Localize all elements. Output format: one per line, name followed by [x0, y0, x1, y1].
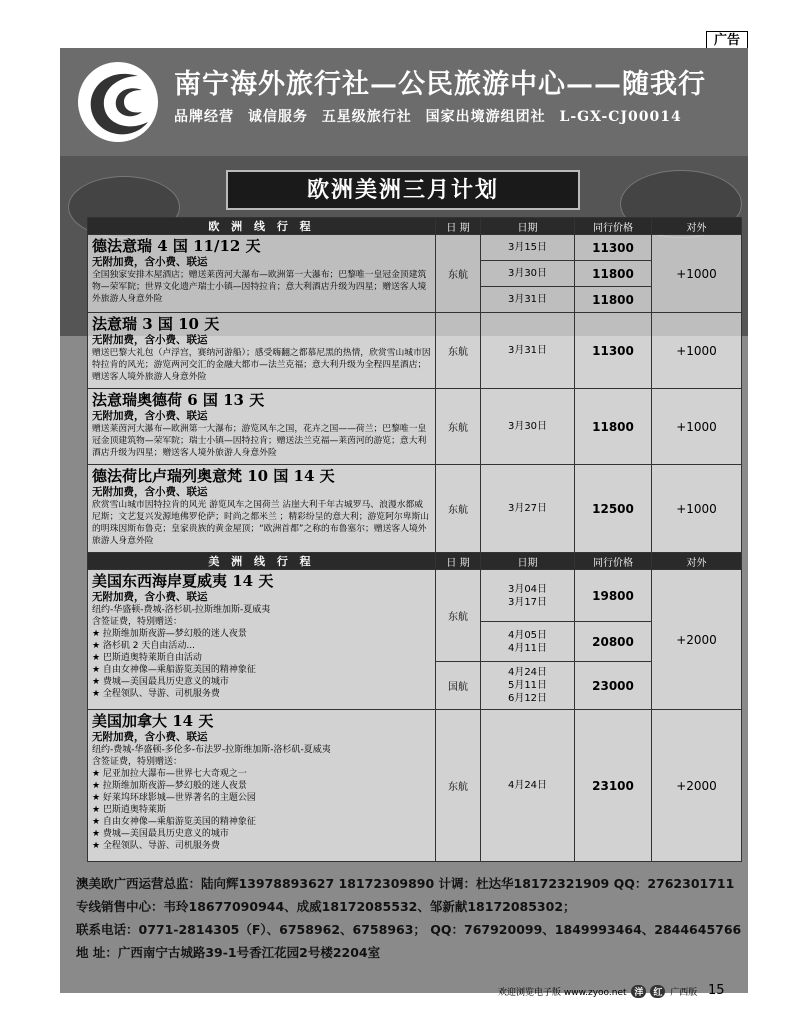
america-section-title: 美 洲 线 行 程 [88, 553, 436, 570]
external-price: +2000 [652, 710, 742, 862]
airline: 东航 [436, 389, 481, 465]
america-header-row [88, 553, 742, 570]
col-date: 日期 [481, 218, 575, 235]
route-title: 法意瑞 3 国 10 天 [92, 315, 220, 333]
route-description: 赠送莱茵河大瀑布—欧洲第一大瀑布；游览风车之国，花卉之国——荷兰；巴黎唯一皇冠金顶建筑物—荣军院；瑞士小镇—因特拉肯；赠送法兰克福—莱茵河的游览；意大利酒店升级为四星；赠送客人境外旅游人身意外险 [92, 424, 427, 458]
date: 3月30日 [481, 389, 575, 465]
route-title: 美国加拿大 14 天 [92, 712, 214, 730]
route-subtitle: 无附加费，含小费、联运 [92, 731, 208, 743]
col-price: 同行价格 [575, 218, 652, 235]
airline: 东航 [436, 235, 481, 313]
gift-heading: 含签证费，特别赠送： [92, 617, 183, 627]
highlight-item: ★ 尼亚加拉大瀑布—世界七大奇观之一 [92, 769, 247, 779]
airline: 国航 [436, 662, 481, 710]
airline: 东航 [436, 465, 481, 553]
contact-line-phone: 联系电话：0771-2814305（F）、6758962、6758963； QQ：767920099、1849993464、2844645766 [76, 922, 742, 937]
bottom-bar [498, 985, 697, 998]
date: 3月17日 [507, 596, 548, 608]
route-subtitle: 无附加费，含小费、联运 [92, 486, 208, 498]
col-price: 同行价格 [575, 553, 652, 570]
plan-title: 欧洲美洲三月计划 [226, 170, 580, 210]
route-cell [88, 710, 436, 862]
route-subtitle: 无附加费，含小费、联运 [92, 256, 208, 268]
date: 3月27日 [481, 465, 575, 553]
highlight-item: ★ 全程领队、导游、司机服务费 [92, 689, 220, 699]
col-airline: 日 期 [436, 553, 481, 570]
airline: 东航 [436, 710, 481, 862]
external-price: +1000 [652, 235, 742, 313]
col-date: 日期 [481, 553, 575, 570]
highlight-item: ★ 费城—美国最具历史意义的城市 [92, 829, 229, 839]
price: 11300 [575, 313, 652, 389]
price: 11800 [575, 261, 652, 287]
agency-logo-icon [76, 60, 160, 144]
contact-line-sales: 专线销售中心：韦玲18677090944、成威18172085532、邹新献18172085302； [76, 899, 576, 914]
itinerary-table [87, 217, 742, 862]
table-row [88, 570, 742, 622]
date: 3月31日 [481, 287, 575, 313]
route-itinerary: 纽约-华盛顿-费城-洛杉矶-拉斯维加斯-夏威夷 [92, 605, 271, 615]
page-number: 15 [708, 983, 725, 998]
ad-tag: 广告 [706, 31, 748, 51]
europe-header-row [88, 218, 742, 235]
europe-section-title: 欧 洲 线 行 程 [88, 218, 436, 235]
date: 4月24日 [507, 667, 548, 678]
header [60, 48, 748, 156]
col-external: 对外 [652, 218, 742, 235]
highlight-item: ★ 巴斯逍奥特莱斯 [92, 805, 166, 815]
contact-line-address: 地 址：广西南宁古城路39-1号香江花园2号楼2204室 [76, 945, 381, 960]
route-subtitle: 无附加费，含小费、联运 [92, 334, 208, 346]
route-title: 法意瑞奥德荷 6 国 13 天 [92, 391, 265, 409]
highlight-item: ★ 洛杉矶 2 天自由活动... [92, 641, 195, 651]
date: 3月30日 [481, 261, 575, 287]
price: 11300 [575, 235, 652, 261]
price: 23000 [575, 662, 652, 710]
external-price: +1000 [652, 313, 742, 389]
date-group [481, 622, 575, 662]
date: 4月11日 [507, 642, 548, 654]
date: 6月12日 [507, 693, 548, 704]
route-cell [88, 465, 436, 553]
route-description: 赠送巴黎大礼包（卢浮宫，赛纳河游船）；感受嗨翻之都慕尼黑的热情，欣赏雪山城市因特拉肯的风光；游览两河交汇的金融大都市—法兰克福；意大利升级为全程四星酒店；赠送客人境外旅游人身意外险 [92, 348, 431, 382]
highlight-item: ★ 拉斯维加斯夜游—梦幻般的迷人夜景 [92, 629, 247, 639]
date: 3月31日 [481, 313, 575, 389]
col-external: 对外 [652, 553, 742, 570]
route-title: 德法荷比卢瑞列奥意梵 10 国 14 天 [92, 467, 335, 485]
route-description: 全国独家安排木屋酒店；赠送莱茵河大瀑布—欧洲第一大瀑布；巴黎唯一皇冠金顶建筑物—荣军院；世界文化遗产瑞士小镇—因特拉肯；意大利酒店升级为四星；赠送客人境外旅游人身意外险 [92, 270, 427, 304]
table-row [88, 465, 742, 553]
highlight-item: ★ 好莱坞环球影城—世界著名的主题公园 [92, 793, 256, 803]
table-row [88, 313, 742, 389]
route-subtitle: 无附加费，含小费、联运 [92, 591, 208, 603]
route-title: 德法意瑞 4 国 11/12 天 [92, 237, 261, 255]
highlight-item: ★ 自由女神像—乘船游览美国的精神象征 [92, 665, 256, 675]
price: 11800 [575, 389, 652, 465]
table-row [88, 710, 742, 862]
price: 23100 [575, 710, 652, 862]
airline: 东航 [436, 570, 481, 662]
contact-footer [76, 872, 756, 964]
brand-badge-1: 洋 [631, 985, 646, 998]
highlight-item: ★ 费城—美国最具历史意义的城市 [92, 677, 229, 687]
price: 20800 [575, 622, 652, 662]
date: 3月04日 [507, 583, 548, 595]
route-subtitle: 无附加费，含小费、联运 [92, 410, 208, 422]
highlight-item: ★ 自由女神像—乘船游览美国的精神象征 [92, 817, 256, 827]
highlight-item: ★ 拉斯维加斯夜游—梦幻般的迷人夜景 [92, 781, 247, 791]
price: 19800 [575, 570, 652, 622]
edition-label: 广西版 [670, 988, 698, 998]
route-cell [88, 570, 436, 710]
route-itinerary: 纽约-费城-华盛顿-多伦多-布法罗-拉斯维加斯-洛杉矶-夏威夷 [92, 745, 331, 755]
website-text: 欢迎浏览电子版 www.zyoo.net [498, 988, 627, 998]
agency-title: 南宁海外旅行社—公民旅游中心——随我行 [174, 69, 706, 100]
route-title: 美国东西海岸夏威夷 14 天 [92, 572, 274, 590]
external-price: +1000 [652, 465, 742, 553]
route-cell [88, 389, 436, 465]
contact-line-director: 澳美欧广西运营总监：陆向辉13978893627 18172309890 计调：杜达华18172321909 QQ：2762301711 [76, 876, 735, 891]
airline: 东航 [436, 313, 481, 389]
table-row [88, 389, 742, 465]
col-airline: 日 期 [436, 218, 481, 235]
gift-heading: 含签证费，特别赠送： [92, 757, 183, 767]
table-row [88, 235, 742, 261]
date-group [481, 662, 575, 710]
price: 12500 [575, 465, 652, 553]
date: 5月11日 [507, 680, 548, 691]
highlight-item: ★ 全程领队、导游、司机服务费 [92, 841, 220, 851]
date: 4月24日 [481, 710, 575, 862]
highlight-item: ★ 巴斯逍奥特莱斯自由活动 [92, 653, 202, 663]
route-cell [88, 235, 436, 313]
route-description: 欣赏雪山城市因特拉肯的风光 游览风车之国荷兰 沾崖大利千年古城罗马、浪漫水都威尼斯；文艺复兴发源地佛罗伦萨；时尚之都米兰 ；精彩纷呈的意大利；游览阿尔卑斯山的明珠因斯布鲁克；皇家贵族的黄金屋顶；“欧洲首都”之称的布鲁塞尔；赠送客人境外旅游人身意外险 [92, 500, 430, 546]
route-cell [88, 313, 436, 389]
agency-subtitle: 品牌经营 诚信服务 五星级旅行社 国家出境游组团社 L-GX-CJ00014 [174, 109, 682, 125]
ad-frame [60, 48, 748, 993]
price: 11800 [575, 287, 652, 313]
external-price: +1000 [652, 389, 742, 465]
date: 4月05日 [507, 629, 548, 641]
date: 3月15日 [481, 235, 575, 261]
external-price: +2000 [652, 570, 742, 710]
brand-badge-2: 红 [650, 985, 665, 998]
date-group [481, 570, 575, 622]
